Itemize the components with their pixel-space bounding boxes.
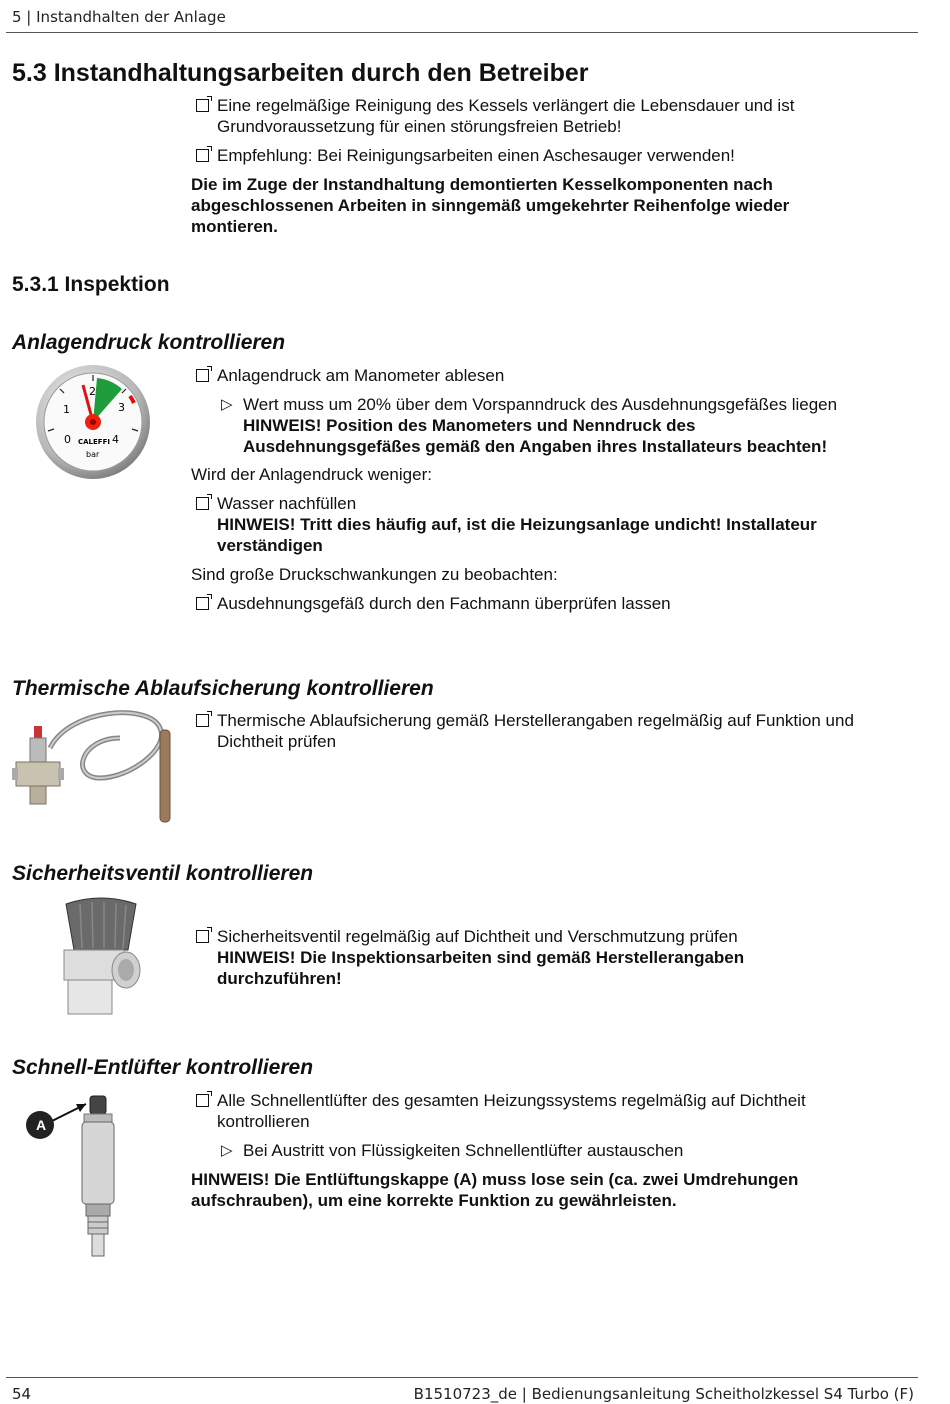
condition-text: Wird der Anlagendruck weniger: [191,465,432,484]
air-vent-image [20,1090,150,1258]
condition-text: Sind große Druckschwankungen zu beobachten: [191,565,558,584]
callout-label: A [35,1117,47,1133]
checkbox-bullet-icon [196,497,209,510]
safety-valve-image [58,896,144,1018]
bullet-read-pressure: Anlagendruck am Manometer ablesen [191,365,504,386]
bullet-refill-water: Wasser nachfüllen HINWEIS! Tritt dies häufig auf, ist die Heizungsanlage undicht! Installateur verständigen [191,493,817,556]
running-header: 5 | Instandhalten der Anlage [12,8,226,26]
checkbox-bullet-icon [196,369,209,382]
gauge-number: 2 [89,385,96,398]
footer-rule [6,1377,918,1378]
pressure-heading: Anlagendruck kontrollieren [12,331,286,354]
checkbox-bullet-icon [196,597,209,610]
subsection-title: 5.3.1 Inspektion [12,273,170,296]
checkbox-bullet-icon [196,930,209,943]
thermal-discharge-valve-image [10,708,180,828]
checkbox-bullet-icon [196,714,209,727]
sub-bullet-replace-vent: ▷ Bei Austritt von Flüssigkeiten Schnellentlüfter austauschen [221,1141,684,1160]
arrow-result-icon: ▷ [221,1142,233,1159]
section-title: 5.3 Instandhaltungsarbeiten durch den Betreiber [12,59,589,87]
checkbox-bullet-icon [196,1094,209,1107]
gauge-number: 4 [112,433,119,446]
reassembly-note: Die im Zuge der Instandhaltung demontierten Kesselkomponenten nach abgeschlossenen Arbeiten in sinngemäß umgekehrter Reihenfolge wieder montieren. [191,175,790,236]
gauge-brand: CALEFFI [78,438,110,446]
bullet-safety-check: Sicherheitsventil regelmäßig auf Dichtheit und Verschmutzung prüfen HINWEIS! Die Inspektionsarbeiten sind gemäß Herstellerangaben durchzuführen! [191,926,744,989]
pressure-gauge-image [34,363,152,481]
bullet-ash-vacuum: Empfehlung: Bei Reinigungsarbeiten einen Aschesauger verwenden! [191,145,735,166]
thermal-heading: Thermische Ablaufsicherung kontrollieren [12,677,434,700]
gauge-number: 3 [118,401,125,414]
bullet-cleaning: Eine regelmäßige Reinigung des Kessels verlängert die Lebensdauer und ist Grundvoraussetzung für einen störungsfreien Betrieb! [191,95,794,137]
safety-valve-heading: Sicherheitsventil kontrollieren [12,862,314,885]
gauge-unit: bar [86,450,100,459]
air-vent-heading: Schnell-Entlüfter kontrollieren [12,1056,314,1079]
document-id: B1510723_de | Bedienungsanleitung Scheitholzkessel S4 Turbo (F) [413,1385,914,1403]
page-number: 54 [12,1385,32,1403]
sub-bullet-pressure-value: ▷ Wert muss um 20% über dem Vorspanndruck des Ausdehnungsgefäßes liegen HINWEIS! Position des Manometers und Nenndruck des Ausdehnungsgefäßes gemäß den Angaben ihres Installateurs beachten! [221,395,838,456]
bullet-air-vent-check: Alle Schnellentlüfter des gesamten Heizungssystems regelmäßig auf Dichtheit kontrollieren [191,1090,806,1132]
checkbox-bullet-icon [196,149,209,162]
gauge-number: 1 [63,403,70,416]
bullet-check-expansion-vessel: Ausdehnungsgefäß durch den Fachmann überprüfen lassen [191,593,671,614]
checkbox-bullet-icon [196,99,209,112]
header-rule [6,32,918,33]
arrow-result-icon: ▷ [221,396,233,413]
bullet-thermal-check: Thermische Ablaufsicherung gemäß Herstellerangaben regelmäßig auf Funktion und Dichtheit prüfen [191,710,854,752]
vent-cap-note: HINWEIS! Die Entlüftungskappe (A) muss lose sein (ca. zwei Umdrehungen aufschrauben), um eine korrekte Funktion zu gewährleisten. [191,1170,799,1210]
gauge-number: 0 [64,433,71,446]
